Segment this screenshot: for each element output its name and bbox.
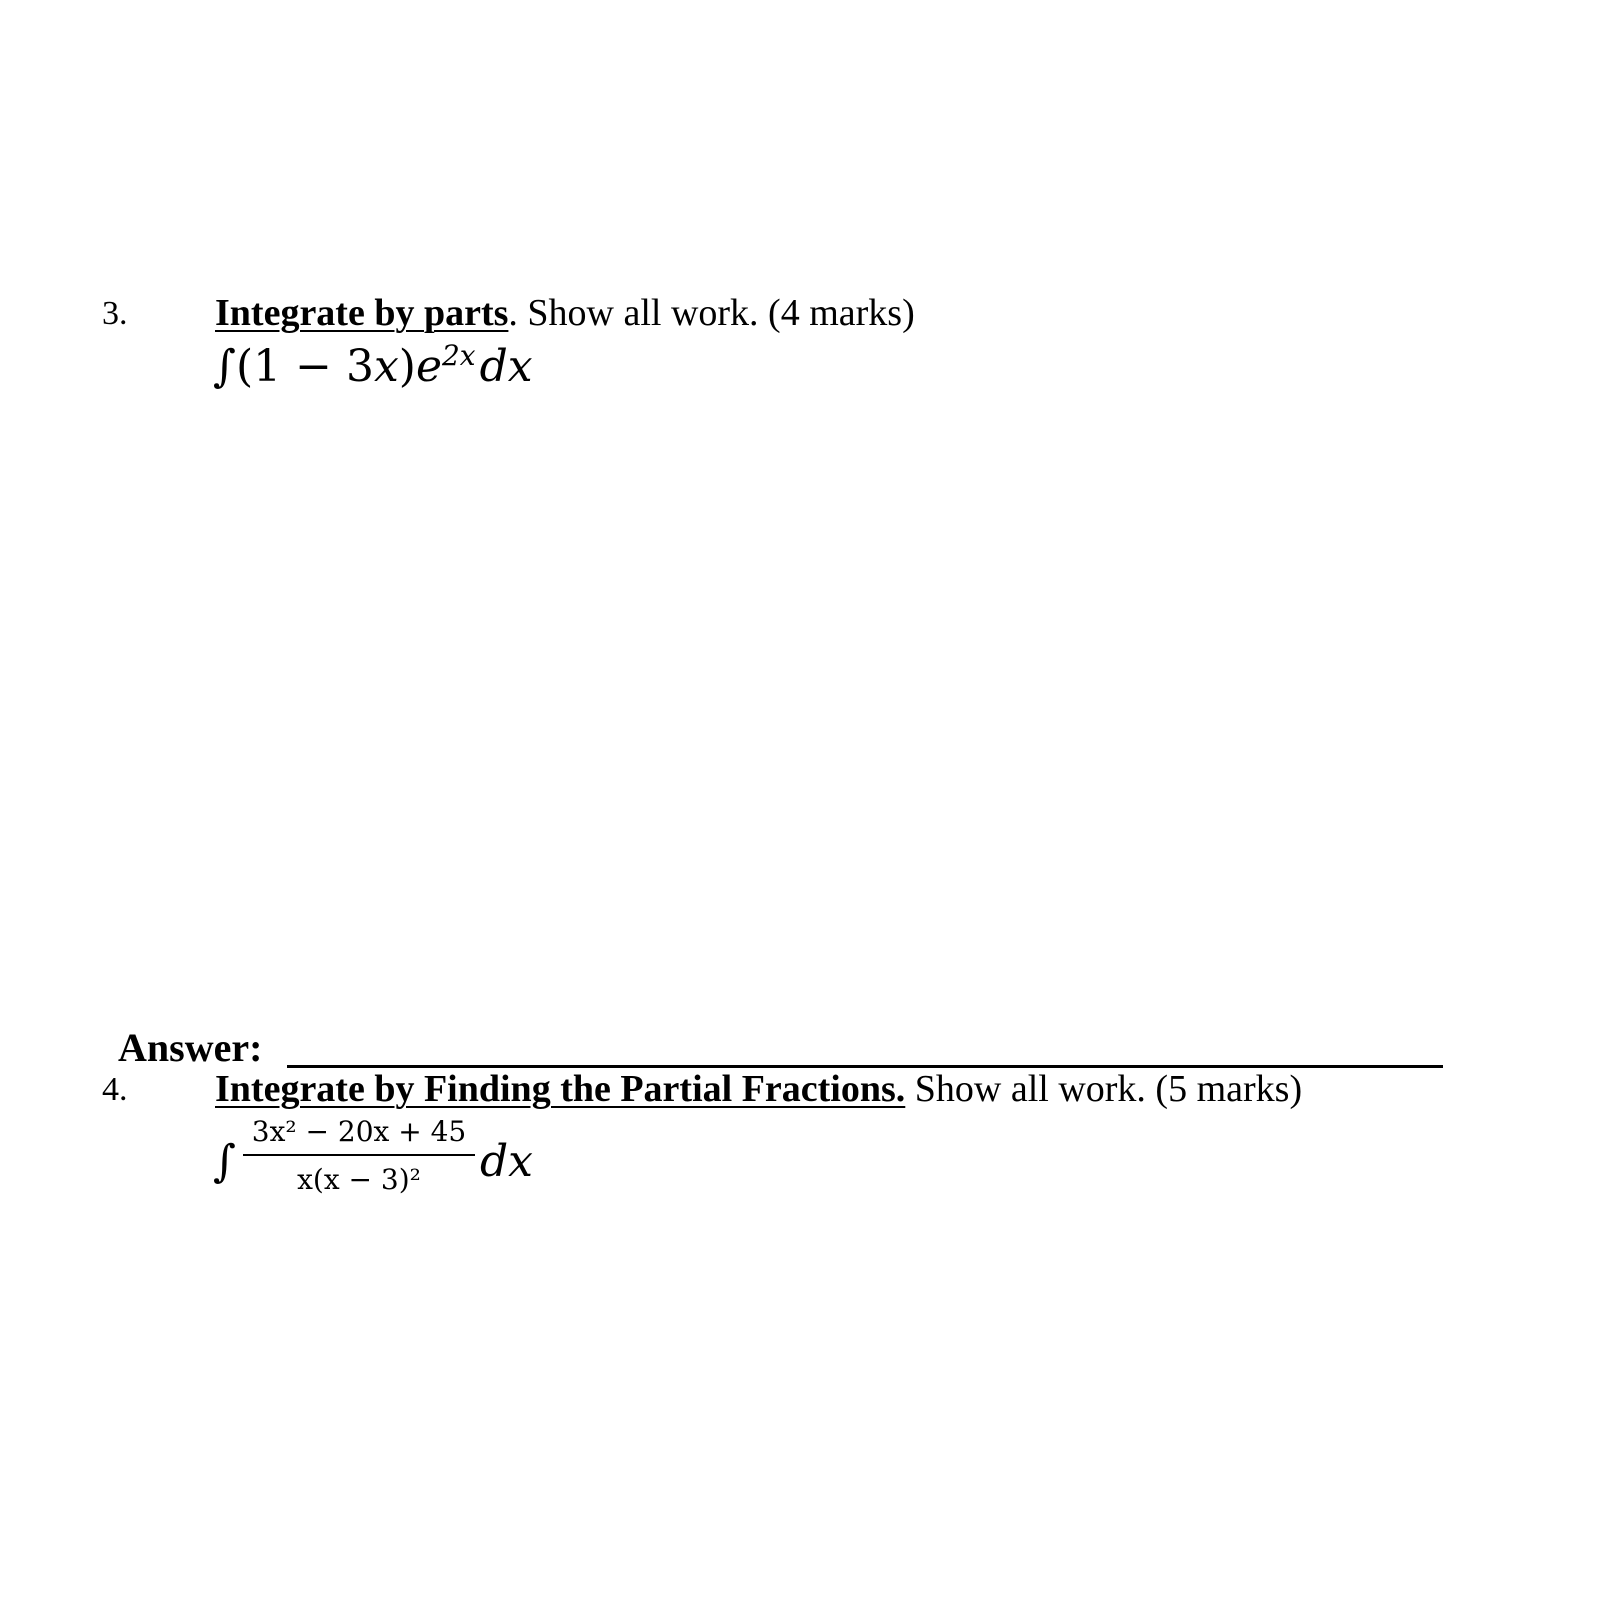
question-3-instruction — [215, 294, 915, 332]
question-4-dx-text: dx — [480, 1136, 533, 1187]
question-3-dx: dx — [479, 341, 533, 392]
question-4-numerator: 3x² − 20x + 45 — [251, 1115, 467, 1148]
question-4-integral-sign — [213, 1136, 236, 1187]
question-3-heading: Integrate by parts — [215, 292, 509, 334]
question-3-integral — [213, 339, 533, 392]
question-3-exponent: 2x — [441, 339, 476, 372]
question-4-denominator: x(x − 3)² — [297, 1163, 421, 1196]
fraction-bar — [243, 1154, 475, 1156]
question-3-expr-a: (1 − 3 — [235, 341, 374, 392]
question-3-number: 3. — [102, 295, 128, 332]
answer-label: Answer: — [118, 1025, 263, 1070]
question-4-dx — [480, 1136, 533, 1187]
question-3-expr-b: ) — [398, 341, 416, 392]
question-4-instruction-rest: Show all work. (5 marks) — [905, 1068, 1303, 1110]
integral-sign: ∫ — [213, 1136, 236, 1187]
question-4-instruction — [215, 1070, 1302, 1108]
question-3-expr-e: e — [415, 341, 442, 392]
integral-sign: ∫ — [213, 341, 236, 392]
question-4-heading: Integrate by Finding the Partial Fractions. — [215, 1068, 906, 1110]
question-4-fraction — [243, 1115, 475, 1196]
question-3-expr-x: x — [373, 341, 399, 392]
question-4-number: 4. — [102, 1071, 128, 1108]
question-3-instruction-rest: . Show all work. (4 marks) — [508, 292, 915, 334]
